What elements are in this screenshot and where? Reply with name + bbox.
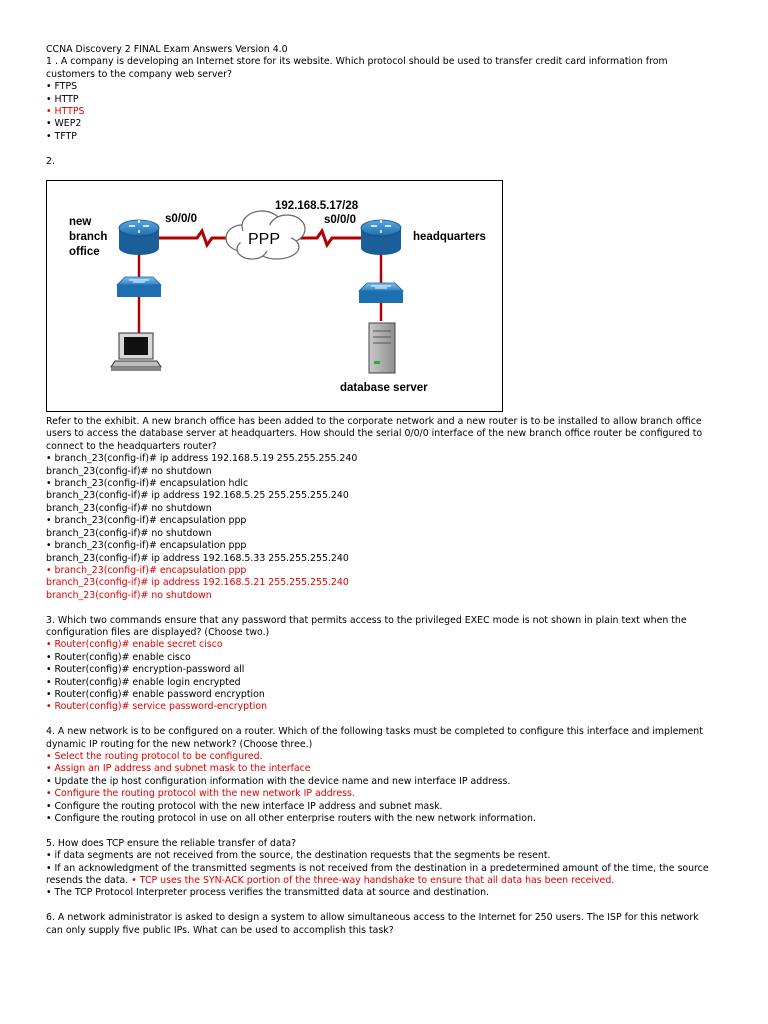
q3-option-4: • Router(config)# enable login encrypted [46, 676, 241, 688]
ip-label: 192.168.5.17/28 [275, 200, 359, 213]
q2-line-4: branch_23(config-if)# ip address 192.168.5.25 255.255.255.240 [46, 490, 349, 502]
headquarters-label: headquarters [413, 231, 486, 244]
q1-option-http: • HTTP [46, 93, 79, 105]
question-6-text: 6. A network administrator is asked to design a system to allow simultaneous access to the Internet for 250 users. The ISP for this network can only supply five public IPs. What can be used to accomplish this task? [46, 912, 699, 936]
branch-label-line2: branch [69, 231, 108, 244]
q1-option-wep2: • WEP2 [46, 118, 82, 130]
database-server-icon [369, 323, 395, 373]
q4-option-4-answer: • Configure the routing protocol with the new network IP address. [46, 788, 355, 800]
headquarters-router-icon [361, 220, 401, 255]
q3-option-6-answer: • Router(config)# service password-encryption [46, 701, 268, 713]
q2-line-1: • branch_23(config-if)# ip address 192.168.5.19 255.255.255.240 [46, 453, 358, 465]
q5-option-2-paragraph [46, 863, 716, 888]
left-serial-link [157, 231, 232, 245]
q4-option-3: • Update the ip host configuration information with the device name and new interface IP address. [46, 775, 511, 787]
q2-answer-line-3: branch_23(config-if)# no shutdown [46, 589, 212, 601]
q2-line-3: • branch_23(config-if)# encapsulation hdlc [46, 478, 249, 490]
network-diagram [47, 181, 502, 411]
ppp-label: PPP [248, 231, 281, 249]
question-5-text: 5. How does TCP ensure the reliable transfer of data? [46, 837, 297, 849]
document-page [46, 44, 716, 937]
pc-icon [111, 333, 161, 371]
document-title: CCNA Discovery 2 FINAL Exam Answers Version 4.0 [46, 44, 288, 55]
question-3-text: 3. Which two commands ensure that any password that permits access to the privileged EXEC mode is not shown in plain text when the configuration files are displayed? (Choose two.) [46, 614, 687, 638]
branch-label-line1: new [69, 216, 92, 229]
q3-option-5: • Router(config)# enable password encryption [46, 688, 265, 700]
left-port-label: s0/0/0 [165, 213, 197, 226]
q5-option-1: • if data segments are not received from the source, the destination requests that the segments be resent. [46, 850, 551, 862]
q1-option-tftp: • TFTP [46, 130, 77, 142]
q2-line-5: branch_23(config-if)# no shutdown [46, 502, 212, 514]
question-1-text: 1 . A company is developing an Internet store for its website. Which protocol should be used to transfer credit card information from customers to the company web server? [46, 56, 668, 80]
question-2-text: Refer to the exhibit. A new branch office has been added to the corporate network and a new router is to be installed to allow branch office users to access the database server at headquarters. How should the serial 0/0/0 interface of the new branch office router be configured to connect to the headquarters router? [46, 416, 703, 452]
q2-answer-line-1: • branch_23(config-if)# encapsulation ppp [46, 564, 247, 576]
q2-line-6: • branch_23(config-if)# encapsulation ppp [46, 515, 247, 527]
branch-switch-icon [117, 277, 161, 297]
q3-option-2: • Router(config)# enable cisco [46, 651, 191, 663]
q2-line-7: branch_23(config-if)# no shutdown [46, 527, 212, 539]
q2-answer-line-2: branch_23(config-if)# ip address 192.168.5.21 255.255.255.240 [46, 577, 349, 589]
q1-option-ftps: • FTPS [46, 81, 78, 93]
q4-option-2-answer: • Assign an IP address and subnet mask to the interface [46, 763, 311, 775]
right-port-label: s0/0/0 [324, 214, 356, 227]
q1-option-https-answer: • HTTPS [46, 106, 85, 118]
q2-line-8: • branch_23(config-if)# encapsulation ppp [46, 540, 247, 552]
q4-option-1-answer: • Select the routing protocol to be configured. [46, 750, 263, 762]
q5-option-3-answer: • TCP uses the SYN-ACK portion of the three-way handshake to ensure that all data has been received. [128, 875, 615, 887]
headquarters-switch-icon [359, 283, 403, 303]
network-exhibit [46, 180, 503, 412]
q3-option-1-answer: • Router(config)# enable secret cisco [46, 639, 223, 651]
question-4-text: 4. A new network is to be configured on a router. Which of the following tasks must be completed to configure this interface and implement dynamic IP routing for the new network? (Choose three.) [46, 726, 703, 750]
q4-option-5: • Configure the routing protocol with the new interface IP address and subnet mask. [46, 800, 443, 812]
branch-router-icon [119, 220, 159, 255]
q4-option-6: • Configure the routing protocol in use on all other enterprise routers with the new network information. [46, 813, 536, 825]
q5-option-2: • If an acknowledgment of the transmitted segments is not received from the destination in a predetermined amount of the time, the source resends the data. [46, 862, 709, 887]
q2-line-9: branch_23(config-if)# ip address 192.168.5.33 255.255.255.240 [46, 552, 349, 564]
q3-option-3: • Router(config)# encryption-password all [46, 664, 245, 676]
branch-label-line3: office [69, 246, 100, 259]
database-server-label: database server [340, 382, 428, 395]
q2-line-2: branch_23(config-if)# no shutdown [46, 465, 212, 477]
q5-option-4: • The TCP Protocol Interpreter process verifies the transmitted data at source and destination. [46, 887, 489, 899]
question-2-number: 2. [46, 155, 55, 167]
